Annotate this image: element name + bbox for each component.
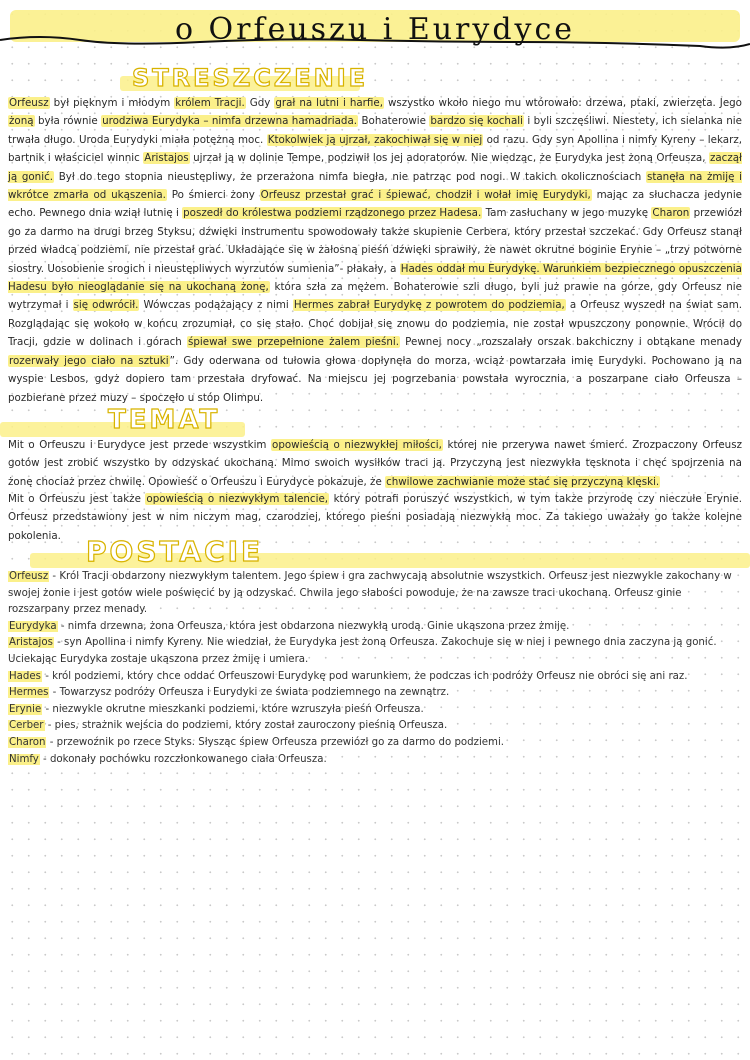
character-item [8, 685, 742, 702]
character-name: Charon [9, 736, 46, 748]
title-area [0, 0, 750, 60]
text-run: ”. Gdy oderwana od tułowia głowa dopłynęła do morza, wciąż powtarzała imię Eurydyki. Pochowano ją na wyspie Lesbos, gdyż dopiero tam przestała dryfować. Na miejscu jej pogrzebania powstała wyrocznia, a poszarpane ciało Orfeusza – pozbierane przez muzy – spoczęło u stóp Olimpu. [8, 354, 742, 404]
text-run: Był do tego stopnia nieustępliwy, że przerażona nimfa biegła, nie patrząc pod nogi. W takich okolicznościach [54, 170, 646, 183]
text-run: który potrafi poruszyć wszystkich, w tym także przyrodę czy nieczułe Erynie. Orfeusz przedstawiony jest w nim niczym mag, czarodziej, którego pieśni posiadają niezwykłą moc. Za takiego uważały go także kolejne pokolenia. [8, 493, 742, 542]
characters-list [8, 569, 742, 768]
highlighted-text: żoną [9, 115, 34, 128]
character-item [8, 619, 742, 636]
text-run: której nie przerywa nawet śmierć. Zrozpaczony Orfeusz gotów jest zrobić wszystko by odzyskać ukochaną. Mimo swoich wysiłków traci ją. Przyczyną jest niezwykła tęsknota i chęć spojrzenia na żonę chociaż przez chwilę. Opowieść o Orfeuszu i Eurydyce pokazuje, że [8, 439, 742, 488]
text-run: Po śmierci żony [166, 189, 260, 202]
character-item [8, 735, 742, 752]
summary-heading: STRESZCZENIE [132, 64, 369, 92]
character-name: Hermes [9, 687, 49, 699]
text-run: Mit o Orfeuszu jest także [8, 493, 146, 505]
character-description: - przewoźnik po rzece Styks. Słysząc śpiew Orfeusza przewiózł go za darmo do podziemi. [46, 736, 505, 748]
character-name: Hades [9, 670, 41, 682]
text-run: i byli szczęśliwi. Niestety, ich sielanka nie trwała długo. Uroda Eurydyki miała potężną moc. [8, 115, 742, 146]
highlighted-text: Charon [652, 207, 690, 220]
highlighted-text: Orfeusz [9, 97, 49, 109]
highlighted-text: chwilowe zachwianie może stać się przyczyną klęski. [386, 475, 660, 488]
character-item [8, 635, 742, 668]
highlighted-text: urodziwa Eurydyka – nimfa drzewna hamadriada. [102, 115, 358, 128]
text-run: Mit o Orfeuszu i Eurydyce jest przede wszystkim [8, 439, 272, 451]
character-description: - Król Tracji obdarzony niezwykłym talentem. Jego śpiew i gra zachwycają absolutnie wszystkich. Orfeusz jest niezwykle zakochany w swojej żonie i jest gotów wiele poświęcić by ją odzyskać. Chwila jego słabości powoduje, że na zawsze traci ukochaną. Orfeusz ginie rozszarpany przez menady. [8, 571, 732, 616]
highlighted-text: poszedł do królestwa podziemi rządzonego przez Hadesa. [183, 207, 482, 220]
character-name: Orfeusz [9, 571, 49, 582]
highlighted-text: zaczął ją gonić. [8, 152, 742, 183]
highlighted-text: stanęła na żmiję i wkrótce zmarła od ukąszenia. [8, 170, 742, 202]
highlighted-text: Hermes zabrał Eurydykę z powrotem do podziemia, [293, 299, 565, 312]
character-description: - syn Apollina i nimfy Kyreny. Nie wiedział, że Eurydyka jest żoną Orfeusza. Zakochuje się w niej i pewnego dnia zaczyna ją gonić. Uciekając Eurydyka zostaje ukąszona przez żmiję i umiera. [8, 637, 717, 665]
text-run: Bohaterowie [358, 115, 430, 128]
character-name: Erynie [9, 703, 42, 715]
character-item [8, 669, 742, 686]
character-item [8, 702, 742, 719]
character-description: - pies, strażnik wejścia do podziemi, który został zauroczony pieśnią Orfeusza. [44, 720, 448, 732]
character-name: Eurydyka [9, 620, 57, 632]
characters-heading: POSTACIE [86, 535, 264, 568]
text-run: przewiózł go za darmo na drugi brzeg Styksu, dźwięki instrumentu spowodowały także skupienie Cerbera, który przestał szczekać. Gdy Orfeusz stanął przed władcą podziemi, nie przestał grać. Układające się w żałosną pieśń dźwięki sprawiły, że nawet okrutne boginie Erynie – „trzy potworne siostry. Uosobienie srogich i nieustępliwych wyrzutów sumienia”- płakały, a [8, 207, 742, 275]
highlighted-text: opowieścią o niezwykłej miłości, [272, 439, 442, 451]
text-run: od razu. Gdy syn Apollina i nimfy Kyreny – lekarz, bartnik i właściciel winnic [8, 133, 743, 165]
character-description: - król podziemi, który chce oddać Orfeuszowi Eurydykę pod warunkiem, że podczas ich podróży Orfeusz nie obróci się ani raz. [41, 670, 688, 682]
text-run: Gdy [245, 97, 275, 109]
character-item [8, 569, 742, 619]
highlighted-text: Hades oddał mu Eurydykę. Warunkiem bezpiecznego opuszczenia Hadesu było nieoglądanie się na ukochaną żonę, [8, 262, 742, 294]
highlighted-text: rozerwały jego ciało na sztuki [9, 354, 169, 367]
highlighted-text: Aristajos [144, 152, 189, 165]
text-run: ujrzał ją w dolinie Tempe, podziwił los jej adoratorów. Nie wiedząc, że Eurydyka jest żoną Orfeusza, [189, 152, 709, 165]
character-name: Aristajos [9, 637, 53, 649]
highlighted-text: się odwrócił. [73, 299, 139, 312]
character-name: Cerber [9, 720, 44, 732]
character-description: - Towarzysz podróży Orfeusza i Eurydyki ze świata podziemnego na zewnątrz. [49, 687, 450, 699]
text-run: był pięknym i młodym [49, 97, 175, 109]
character-item [8, 752, 742, 769]
highlighted-text: Orfeusz przestał grać i śpiewać, chodził i wołał imię Eurydyki, [260, 189, 591, 202]
text-run: Tam zasłuchany w jego muzykę [482, 207, 652, 220]
character-description: - niezwykle okrutne mieszkanki podziemi, które wzruszyła pieśń Orfeusza. [42, 703, 424, 715]
theme-heading: TEMAT [108, 405, 221, 435]
highlighted-text: śpiewał swe przepełnione żalem pieśni. [187, 336, 400, 349]
text-run: Wówczas podążający z nimi [139, 299, 293, 312]
text-run: mając za słuchacza jedynie echo. Pewnego dnia wziął lutnię i [8, 189, 743, 220]
highlighted-text: opowieścią o niezwykłym talencie, [146, 493, 329, 505]
text-run: była równie [34, 115, 102, 128]
text-run: Pewnej nocy „rozszalały orszak bakchiczny i obtąkane menady [400, 336, 743, 349]
character-name: Nimfy [9, 753, 39, 765]
highlighted-text: bardzo się kochali [430, 115, 523, 128]
character-item [8, 718, 742, 735]
text-run: wszystko wkoło niego mu wtórowało: drzewa, ptaki, zwierzęta. Jego [383, 97, 742, 109]
character-description: - nimfa drzewna, żona Orfeusza, która jest obdarzona niezwykłą urodą. Ginie ukąszona przez żmiję. [57, 620, 570, 632]
summary-paragraph [8, 94, 742, 407]
page-title: o Orfeuszu i Eurydyce [174, 12, 576, 47]
character-description: - dokonały pochówku rozczłonkowanego ciała Orfeusza. [39, 753, 327, 765]
highlighted-text: królem Tracji. [175, 97, 245, 109]
highlighted-text: grał na lutni i harfie, [275, 97, 383, 109]
theme-paragraph [8, 436, 742, 491]
text-run: a Orfeusz wyszedł na świat sam. Rozglądając się wokoło w końcu zrozumiał, co się stało. Choć dobijał się znowu do podziemia, nie został wpuszczony ponownie. Wrócił do Tracji, gdzie w dolinach i górach [8, 299, 742, 349]
text-run: która szła za mężem. Bohaterowie szli długo, byli już prawie na górze, gdy Orfeusz nie wytrzymał i [8, 281, 742, 312]
highlighted-text: Ktokolwiek ją ujrzał, zakochiwał się w niej [267, 133, 483, 146]
